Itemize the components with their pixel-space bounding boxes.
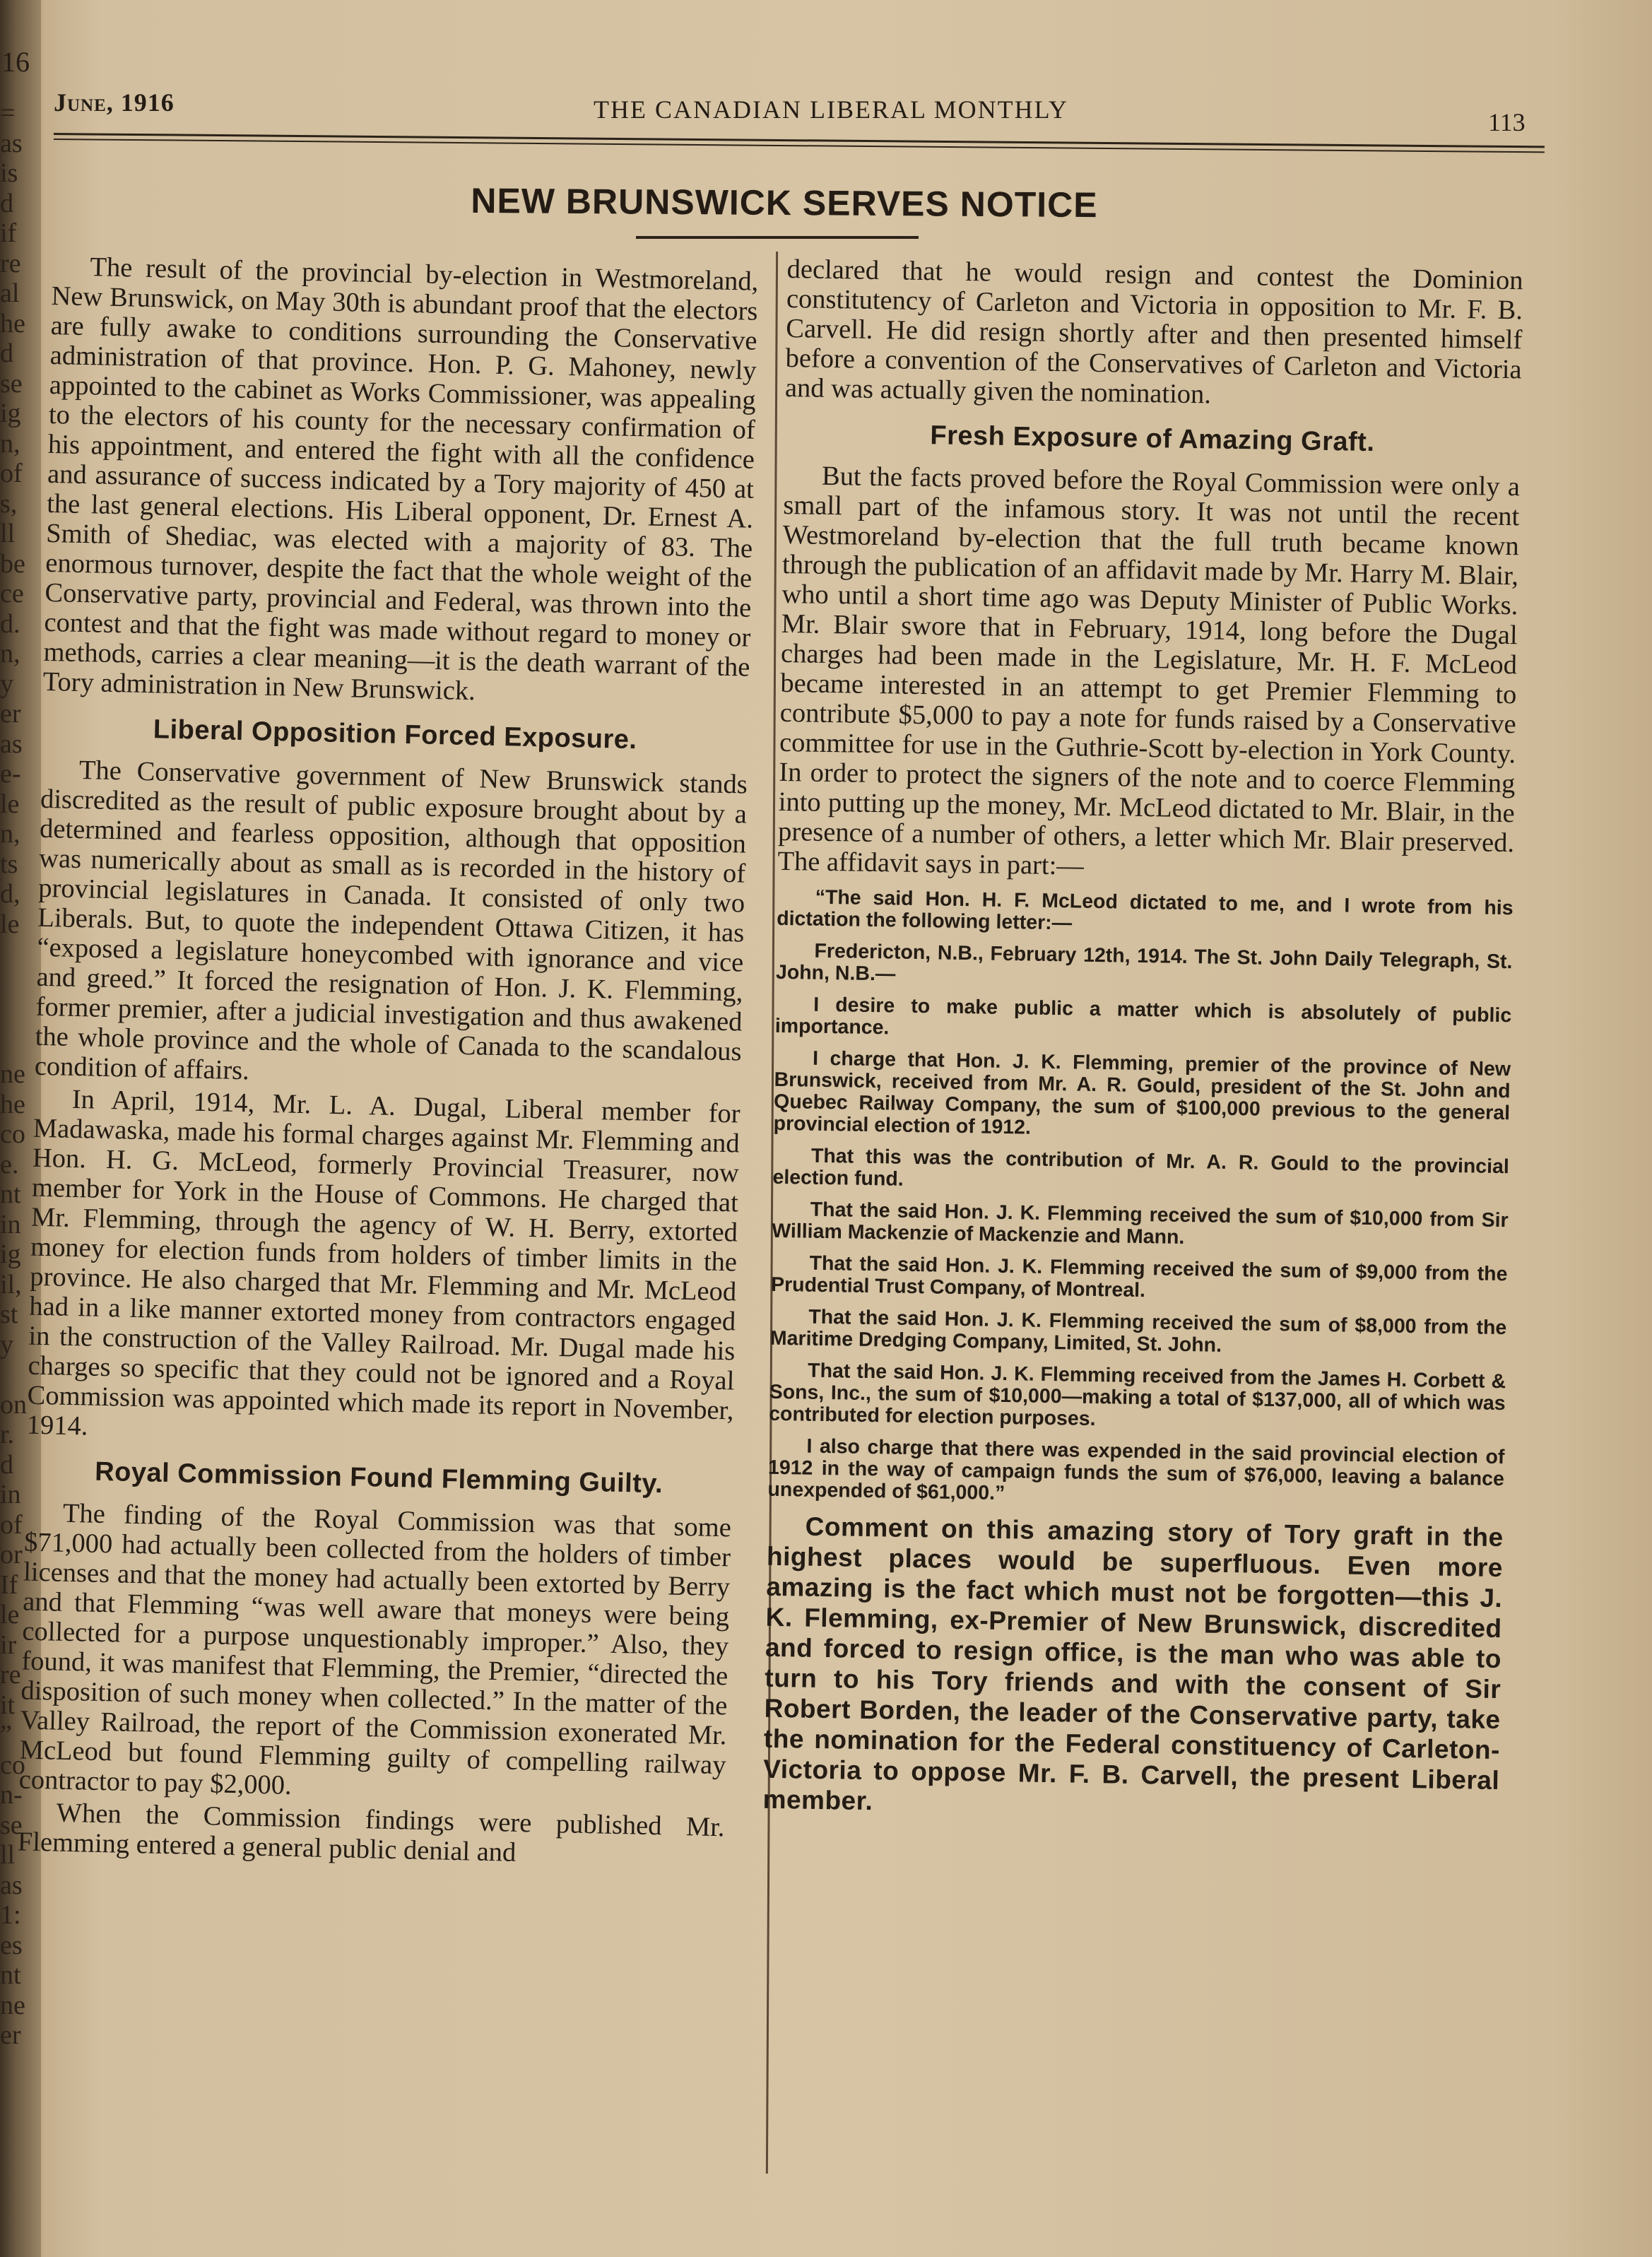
margin-fragment: he	[0, 308, 25, 338]
margin-fragment: =	[0, 98, 16, 128]
running-header	[54, 76, 1538, 140]
letter-paragraph: That the said Hon. J. K. Flemming received from the James H. Corbett & Sons, Inc., the sum of $10,000—making a total of $137,000, all of which was contributed for election purposes.	[768, 1359, 1506, 1431]
letter-paragraph: I desire to make public a matter which is absolutely of public importance.	[774, 993, 1512, 1039]
letter-paragraph: Fredericton, N.B., February 12th, 1914. The St. John Daily Telegraph, St. John, N.B.—	[775, 939, 1513, 986]
margin-fragment: n,	[0, 819, 20, 849]
quoted-letter	[767, 886, 1514, 1512]
facing-page-number: 16	[1, 46, 30, 78]
subheading: Liberal Opposition Forced Exposure.	[153, 714, 637, 755]
letter-paragraph: That the said Hon. J. K. Flemming received the sum of $8,000 from the Maritime Dredging Company, Limited, St. John.	[769, 1305, 1507, 1357]
subheading: Royal Commission Found Flemming Guilty.	[94, 1456, 663, 1499]
paragraph: The result of the provincial by-election in Westmoreland, New Brunswick, on May 30th is abundant proof that the electors are fully awake to conditions surrounding the Conservative administration of that province. Hon. P. G. Mahoney, newly appointed to the cabinet as Works Commissioner, was appealing to the electors of his county for the necessary confirmation of his appointment, and entered the fight with all the confidence and assurance of success indicated by a Tory majority of 450 at the last general elections. His Liberal opponent, Dr. Ernest A. Smith of Shediac, was elected with a majority of 83. The enormous turnover, despite the fact that the whole weight of the Conservative party, provincial and Federal, was thrown into the contest and that the fight was made without regard to money or methods, carries a clear meaning—it is the death warrant of the Tory administration in New Brunswick.	[42, 252, 759, 707]
comment-paragraph: Comment on this amazing story of Tory graft in the highest places would be superfluous. Even more amazing is the fact which must not be forgotten—this J. K. Flemming, ex-Premier of New Brunswick, discredited and forced to resign office, is the man who was able to turn to his Tory friends and with the consent of Sir Robert Borden, the leader of the Conservative party, take the nomination for the Federal constituency of Carleton-Victoria to oppose Mr. F. B. Carvell, the present Liberal member.	[762, 1511, 1504, 1816]
margin-fragment: e.	[0, 1149, 19, 1179]
margin-fragment: ir	[0, 1630, 17, 1660]
margin-fragment: s,	[0, 488, 18, 519]
margin-fragment: e-	[0, 759, 21, 789]
margin-fragment: y	[0, 668, 13, 699]
margin-fragment: if	[0, 218, 17, 248]
margin-fragment: is	[0, 158, 18, 188]
margin-fragment: er	[0, 2020, 21, 2050]
left-column	[17, 252, 758, 1875]
margin-fragment: nt	[0, 1179, 21, 1209]
margin-fragment: in	[0, 1209, 21, 1239]
margin-fragment: d,	[0, 879, 20, 909]
publication-title: THE CANADIAN LIBERAL MONTHLY	[594, 95, 1068, 124]
paragraph: But the facts proved before the Royal Commission were only a small part of the infamous story. It was not until the recent Westmoreland by-election that the full truth became known through the publication of an affidavit made by Mr. Harry M. Blair, who until a short time ago was Deputy Minister of Public Works. Mr. Blair swore that in February, 1914, long before the Dugal charges had been made in the Legislature, Mr. H. F. McLeod became interested in an attempt to get Premier Flemming to contribute $5,000 to pay a note for funds raised by a Conservative committee for use in the Guthrie-Scott by-election in York County. In order to protect the signers of the note and to coerce Flemming into putting up the money, Mr. McLeod dictated to Mr. Blair, in the presence of a number of others, a letter which Mr. Blair preserved. The affidavit says in part:—	[777, 461, 1521, 881]
margin-fragment: ll	[0, 1840, 16, 1870]
margin-fragment: or	[0, 1540, 23, 1569]
letter-paragraph: “The said Hon. H. F. McLeod dictated to me, and I wrote from his dictation the following letter:—	[776, 885, 1514, 935]
paragraph: declared that he would resign and contest the Dominion constitutency of Carleton and Victoria in opposition to Mr. F. B. Carvell. He did resign shortly after and then presented himself before a convention of the Conservatives of Carleton and Victoria and was actually given the nomination.	[784, 254, 1523, 410]
letter-paragraph: I also charge that there was expended in the said provincial election of 1912 in the way of campaign funds the sum of $76,000, leaving a balance unexpended of $61,000.”	[767, 1434, 1505, 1505]
margin-fragment: ig	[0, 399, 21, 428]
margin-fragment: le	[0, 789, 20, 819]
margin-fragment: co	[0, 1750, 25, 1780]
margin-fragment: re	[0, 248, 21, 278]
margin-fragment: it	[0, 1690, 16, 1720]
margin-fragment: d	[0, 338, 13, 368]
margin-fragment: as	[0, 128, 23, 158]
margin-fragment: ll	[0, 519, 16, 548]
article-headline: NEW BRUNSWICK SERVES NOTICE	[471, 180, 1098, 225]
paragraph: In April, 1914, Mr. L. A. Dugal, Liberal member for Madawaska, made his formal charges against Mr. Flemming and Hon. H. G. McLeod, formerly Provincial Treasurer, now member for York in the House of Commons. He charged that Mr. Flemming, through the agency of W. H. Berry, extorted money for election funds from holders of timber limits in the province. He also charged that Mr. Flemming and Mr. McLeod had in a like manner extorted money from contractors engaged in the construction of the Valley Railroad. Mr. Dugal made his charges so specific that they could not be ignored and a Royal Commission was appointed which made its report in November, 1914.	[26, 1084, 741, 1442]
margin-fragment: d.	[0, 608, 20, 639]
margin-fragment: se	[0, 1810, 23, 1840]
margin-fragment: se	[0, 368, 23, 399]
margin-fragment: co	[0, 1119, 25, 1149]
margin-fragment: 1:	[0, 1900, 21, 1930]
paragraph: The Conservative government of New Brunswick stands discredited as the result of public exposure brought about by a determined and fearless opposition, although that opposition was numerically about as small as is recorded in the history of provincial legislatures in Canada. It consisted of only two Liberals. But, to quote the independent Ottawa Citizen, it has “exposed a legislature honeycombed with ignorance and vice and greed.” It forced the resignation of Hon. J. K. Flemming, former premier, after a judicial investigation and thus awakened the whole province and the whole of Canada to the scandalous condition of affairs.	[34, 755, 748, 1086]
margin-fragment: y	[0, 1329, 13, 1360]
margin-fragment: r.	[0, 1420, 15, 1449]
letter-paragraph: I charge that Hon. J. K. Flemming, premier of the province of New Brunswick, received from Mr. A. R. Gould, president of the St. John and Quebec Railway Company, the sum of $100,000 previous to the general provincial election of 1912.	[773, 1047, 1511, 1139]
paragraph: When the Commission findings were published Mr. Flemming entered a general public denial and	[17, 1798, 726, 1868]
margin-fragment: as	[0, 1870, 23, 1900]
margin-fragment: st	[0, 1300, 18, 1329]
margin-fragment: n,	[0, 639, 20, 668]
margin-fragment: le	[0, 1600, 20, 1630]
margin-fragment: ce	[0, 579, 24, 608]
margin-fragment: of	[0, 459, 23, 488]
paragraph: The finding of the Royal Commission was that some $71,000 had actually been collected from the holders of timber licenses and that the money had actually been extorted by Berry and that Flemming “was well aware that moneys were being collected for a purpose unquestionably improper.” Also, they found, it was manifest that Flemming, the Premier, “directed the disposition of such money when collected.” In the matter of the Valley Railroad, the report of the Commission exonerated Mr. McLeod but found Flemming guilty of compelling railway contractor to pay $2,000.	[18, 1498, 732, 1801]
margin-fragment: in	[0, 1480, 21, 1509]
margin-fragment: If	[0, 1569, 18, 1600]
margin-fragment: ne	[0, 1059, 25, 1089]
margin-fragment: d	[0, 1449, 13, 1480]
margin-fragment: be	[0, 548, 25, 579]
margin-fragment: le	[0, 909, 20, 939]
margin-fragment: n,	[0, 428, 20, 459]
margin-fragment: n-	[0, 1780, 23, 1810]
margin-fragment: er	[0, 699, 21, 729]
page-number: 113	[1488, 108, 1526, 136]
margin-fragment: il,	[0, 1269, 22, 1300]
margin-fragment: as	[0, 729, 23, 759]
margin-fragment: al	[0, 278, 20, 308]
margin-fragment: re	[0, 1660, 21, 1690]
margin-fragment: on	[0, 1389, 27, 1420]
margin-fragment: ig	[0, 1239, 21, 1269]
margin-fragment: d	[0, 188, 13, 218]
letter-paragraph: That the said Hon. J. K. Flemming received the sum of $10,000 from Sir William Mackenzie of Mackenzie and Mann.	[772, 1198, 1509, 1249]
closing-comment	[762, 1511, 1504, 1826]
margin-fragment: nt	[0, 1960, 21, 1990]
margin-fragment: ts	[0, 849, 18, 879]
letter-paragraph: That this was the contribution of Mr. A. R. Gould to the provincial election fund.	[772, 1144, 1510, 1191]
subheading: Fresh Exposure of Amazing Graft.	[930, 420, 1375, 458]
headline-rule	[636, 236, 919, 239]
margin-fragment: of	[0, 1509, 23, 1540]
issue-date: June, 1916	[54, 88, 175, 117]
margin-fragment: es	[0, 1930, 23, 1960]
margin-fragment: he	[0, 1089, 25, 1119]
margin-fragment: ne	[0, 1990, 25, 2020]
margin-fragment: ”	[0, 1720, 12, 1750]
letter-paragraph: That the said Hon. J. K. Flemming received the sum of $9,000 from the Prudential Trust Company, of Montreal.	[770, 1251, 1508, 1302]
right-column	[762, 254, 1523, 1829]
